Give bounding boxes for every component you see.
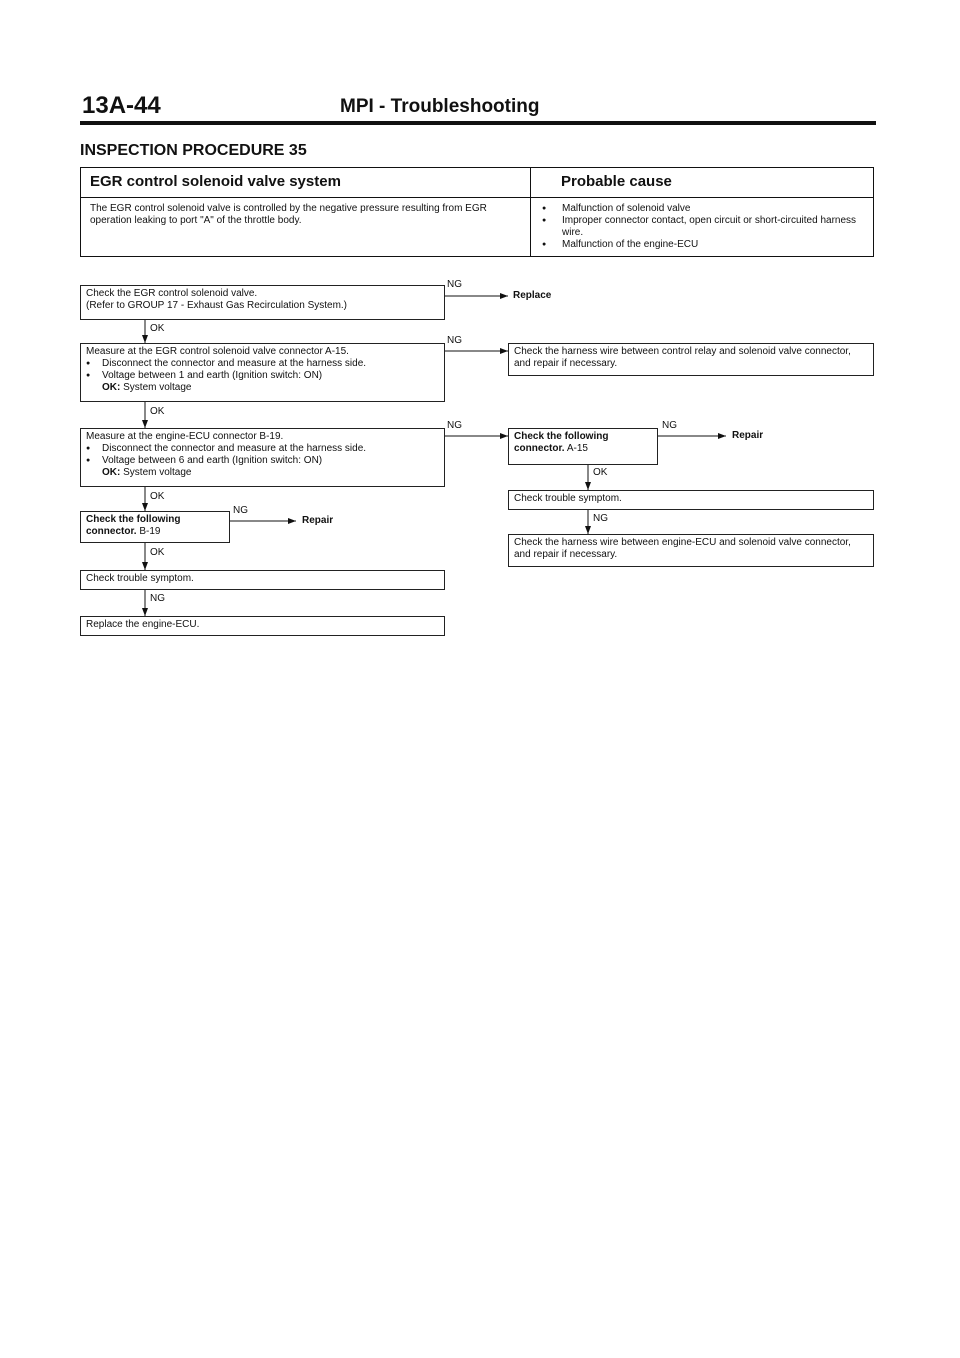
repair-action: Repair: [302, 515, 334, 526]
step-check-connector-b19: [80, 511, 230, 543]
ng-label: NG: [150, 593, 165, 604]
ng-label: NG: [447, 420, 462, 431]
step-bullets: [86, 443, 439, 467]
ok-label: OK: [150, 547, 165, 558]
ok-criteria-label: OK:: [102, 467, 121, 478]
ng-label: NG: [447, 279, 462, 290]
right-check-trouble-symptom: Check trouble symptom.: [508, 490, 874, 510]
ng-label: NG: [233, 505, 248, 516]
step-bold-text: Check the following connector.: [86, 514, 181, 537]
step-line: Check the EGR control solenoid valve.: [86, 288, 258, 299]
ok-label: OK: [593, 467, 608, 478]
ng-label: NG: [593, 513, 608, 524]
step-measure-b19: [80, 428, 445, 487]
connector-code: A-15: [566, 443, 588, 454]
system-description: The EGR control solenoid valve is controlled by the negative pressure resulting from EGR operation leaking to port "A" of the throttle body.: [90, 203, 487, 226]
right-check-harness-relay: Check the harness wire between control relay and solenoid valve connector, and repair if necessary.: [508, 343, 874, 376]
step-line: (Refer to GROUP 17 - Exhaust Gas Recirculation System.): [86, 300, 348, 311]
step-bullets: [86, 358, 439, 382]
step-bullet: ● Disconnect the connector and measure at the harness side.: [86, 443, 439, 455]
right-check-connector-a15: [508, 428, 658, 465]
cause-item: ● Improper connector contact, open circuit or short-circuited harness wire.: [542, 215, 870, 239]
ok-criteria-label: OK:: [102, 382, 121, 393]
section-title: MPI - Troubleshooting: [340, 96, 540, 117]
right-check-harness-ecu: Check the harness wire between engine-ECU and solenoid valve connector, and repair if necessary.: [508, 534, 874, 567]
step-check-solenoid-valve: [80, 285, 445, 320]
ok-criteria-value: System voltage: [123, 382, 192, 393]
ng-label: NG: [447, 335, 462, 346]
step-bullet: ● Disconnect the connector and measure at the harness side.: [86, 358, 439, 370]
ok-label: OK: [150, 491, 165, 502]
step-bold-text: Check the following connector.: [514, 431, 609, 454]
page-number: 13A-44: [82, 92, 161, 119]
step-line: Measure at the engine-ECU connector B-19.: [86, 431, 284, 442]
step-line: Measure at the EGR control solenoid valve connector A-15.: [86, 346, 349, 357]
step-measure-a15: [80, 343, 445, 402]
connector-code: B-19: [139, 526, 161, 537]
cause-item: ● Malfunction of solenoid valve: [542, 203, 870, 215]
replace-action: Replace: [513, 290, 552, 301]
system-heading: EGR control solenoid valve system: [90, 173, 341, 190]
ok-criteria-value: System voltage: [123, 467, 192, 478]
step-replace-ecu: Replace the engine-ECU.: [80, 616, 445, 636]
ng-label: NG: [662, 420, 677, 431]
ok-criteria: [86, 467, 439, 479]
step-bullet: ● Voltage between 6 and earth (Ignition switch: ON): [86, 455, 439, 467]
probable-cause-heading: Probable cause: [561, 173, 672, 190]
step-check-trouble-symptom: Check trouble symptom.: [80, 570, 445, 590]
repair-action: Repair: [732, 430, 764, 441]
ok-criteria: [86, 382, 439, 394]
ok-label: OK: [150, 323, 165, 334]
cause-item: ● Malfunction of the engine-ECU: [542, 239, 870, 251]
procedure-title: INSPECTION PROCEDURE 35: [80, 142, 307, 159]
step-bullet: ● Voltage between 1 and earth (Ignition switch: ON): [86, 370, 439, 382]
ok-label: OK: [150, 406, 165, 417]
